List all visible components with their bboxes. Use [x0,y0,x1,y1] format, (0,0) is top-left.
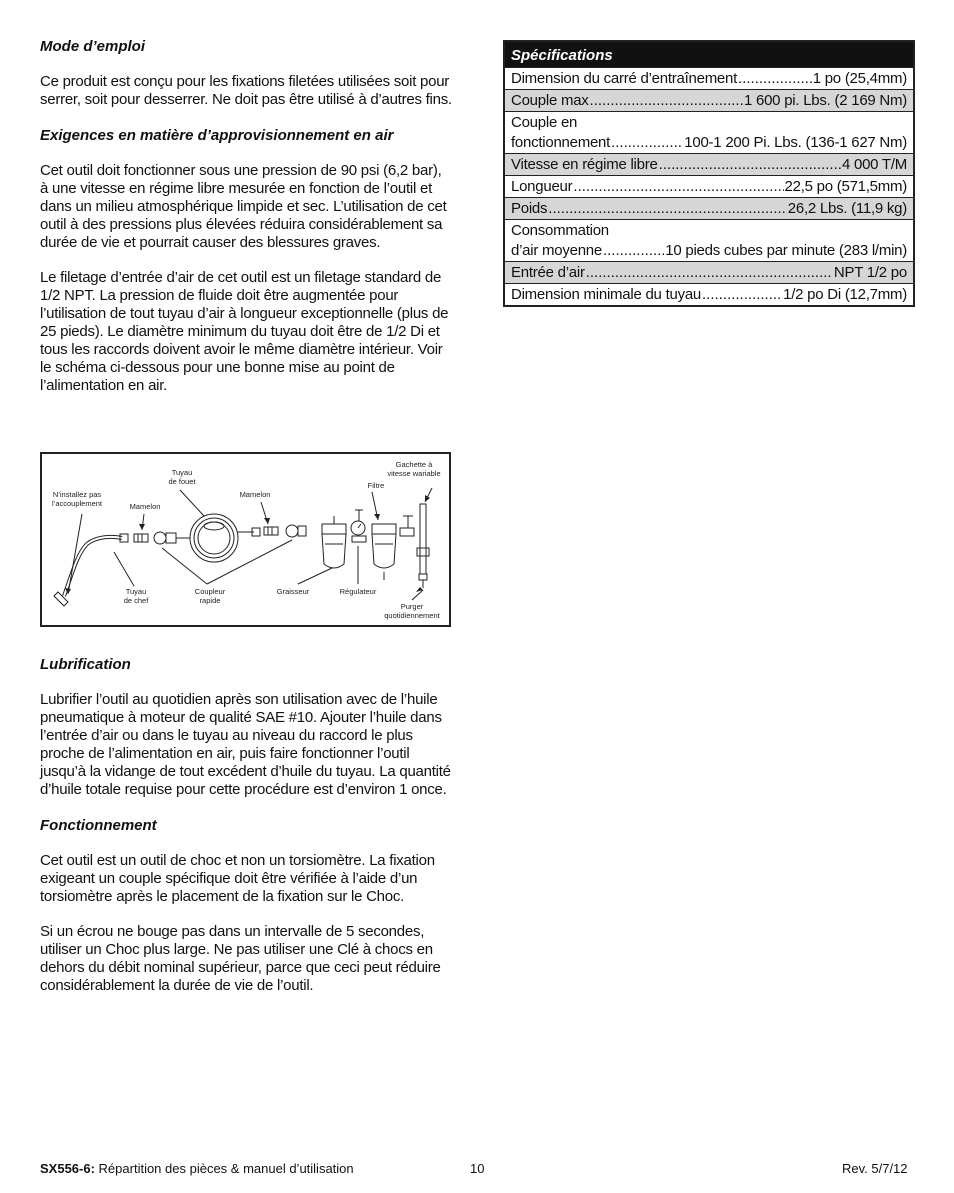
spec-label: Longueur [511,178,573,195]
specifications-title: Spécifications [505,42,913,67]
specifications-table [503,40,915,307]
footer-page-number: 10 [470,1161,485,1176]
paragraph-lubrication: Lubrifier l’outil au quotidien après son utilisation avec de l’huile pneumatique à moteur de qualité SAE #10. Ajouter l’huile dans l’entrée d’air ou dans le tuyau au niveau du raccord le plus proche de l’alimentation en air, puis faire fonctionner l’outil jusqu’à la vidange de tout excédent d’huile du tuyau. La quantité d’huile totale requise pour cette procédure est d’environ 1 once. [40,691,451,798]
spec-label: Vitesse en régime libre [511,156,658,173]
label-drain-daily: Purger quotidiennement [384,602,440,620]
spec-label: Dimension du carré d’entraînement [511,70,738,87]
spec-row [505,89,913,111]
spec-value: 1 po (25,4mm) [812,70,907,87]
spec-label: Poids [511,200,548,217]
section-heading-air: Exigences en matière d’approvisionnement en air [40,127,394,144]
spec-label: Dimension minimale du tuyau [511,286,702,303]
spec-label-line-1: Couple en [511,114,578,131]
label-no-coupler: N’installez pas l’accouplement [51,490,103,508]
spec-row [505,261,913,283]
spec-value: 1 600 pi. Lbs. (2 169 Nm) [743,92,907,109]
spec-value: NPT 1/2 po [833,264,907,281]
spec-label: fonctionnement [511,134,611,151]
spec-label-line-1: Consommation [511,222,609,239]
spec-value: 10 pieds cubes par minute (283 l/min) [665,242,907,259]
label-filter: Filtre [367,481,385,490]
spec-row [505,197,913,219]
spec-value: 4 000 T/M [841,156,907,173]
spec-value: 26,2 Lbs. (11,9 kg) [787,200,907,217]
section-heading-operation: Fonctionnement [40,817,157,834]
left-column-upper [40,37,452,412]
spec-row [505,153,913,175]
label-regulator: Régulateur [339,587,377,596]
spec-row [505,67,913,89]
label-quick-coupler: Coupleur rapide [194,587,226,605]
spec-row [505,111,913,153]
label-nipple-left: Mamelon [129,502,161,511]
spec-label: Entrée d’air [511,264,585,281]
section-heading-lubrication: Lubrification [40,656,131,673]
spec-row [505,283,913,305]
footer-revision: Rev. 5/7/12 [842,1161,908,1176]
spec-label: Couple max [511,92,589,109]
footer-doc-title: Répartition des pièces & manuel d’utilisation [98,1161,354,1176]
label-lubricator: Graisseur [276,587,310,596]
label-main-hose: Tuyau de chef [123,587,149,605]
paragraph-operation-1: Cet outil est un outil de choc et non un torsiomètre. La fixation exigeant un couple spécifique doit être vérifiée à l’aide d’un torsiomètre après le placement de la fixation sur le Choc. [40,852,435,905]
air-supply-diagram [40,452,451,627]
spec-value: 1/2 po Di (12,7mm) [783,286,907,303]
label-nipple-right: Mamelon [239,490,271,499]
paragraph-air-1: Cet outil doit fonctionner sous une pression de 90 psi (6,2 bar), à une vitesse en régime libre mesurée en fonction de l’outil et dans un milieu atmosphérique limpide et sec. L’utilisation de cet outil à des pressions plus élevées réduira considérablement sa durée de vie et pourrait causer des blessures graves. [40,162,447,251]
paragraph-air-2: Le filetage d’entrée d’air de cet outil est un filetage standard de 1/2 NPT. La pression de fluide doit être augmentée pour l’utilisation de tout tuyau d’air à longueur exceptionnelle (plus de 25 pieds). Le diamètre minimum du tuyau doit être de 1/2 Di et tous les raccords doivent avoir le même diamètre intérieur. Voir le schéma ci-dessous pour une bonne mise au point de l’alimentation en air. [40,269,449,394]
spec-row [505,175,913,197]
spec-value: 100-1 200 Pi. Lbs. (136-1 627 Nm) [684,134,907,151]
spec-label: d’air moyenne [511,242,602,259]
spec-row [505,219,913,261]
footer-left [40,1161,354,1177]
air-supply-illustration [42,454,449,625]
paragraph-operation-2: Si un écrou ne bouge pas dans un intervalle de 5 secondes, utiliser un Choc plus large. Ne pas utiliser une Clé à chocs en dehors du débit nominal supérieur, parce que ceci peut réduire considérablement la durée de vie de l’outil. [40,923,441,994]
paragraph-mode: Ce produit est conçu pour les fixations filetées utilisées soit pour serrer, soit pour desserrer. Ne doit pas être utilisé à d’autres fins. [40,73,452,108]
left-column-lower [40,655,452,1012]
spec-value: 22,5 po (571,5mm) [784,178,907,195]
label-variable-trigger: Gachette à vitesse wariable [387,460,441,478]
section-heading-mode: Mode d’emploi [40,38,145,55]
label-whip-hose: Tuyau de fouet [168,468,196,486]
footer-model: SX556-6: [40,1161,95,1176]
